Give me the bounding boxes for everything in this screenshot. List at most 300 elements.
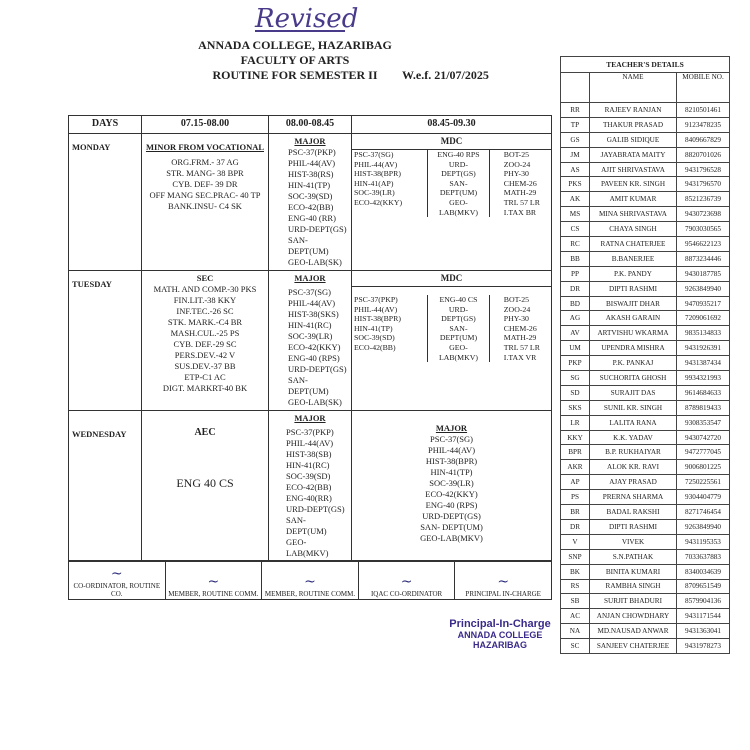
teacher-name: AMIT KUMAR — [590, 192, 677, 207]
course-entry: ORG.FRM.- 37 AG — [171, 157, 239, 167]
teacher-mobile: 9546622123 — [677, 237, 730, 252]
teacher-row — [561, 445, 730, 460]
course-entry: PSC-37(SG) — [430, 434, 473, 444]
teacher-row — [561, 490, 730, 505]
teachers-rows — [561, 103, 730, 654]
teacher-row — [561, 475, 730, 490]
course-entry: SAN- DEPT(UM) — [288, 375, 329, 396]
course-entry: URD- — [448, 304, 468, 314]
teacher-code: MS — [561, 207, 590, 222]
teacher-row — [561, 222, 730, 237]
wednesday-slot2-title: MAJOR — [294, 413, 326, 423]
tuesday-slot3 — [352, 271, 552, 411]
teacher-code: AG — [561, 311, 590, 326]
teacher-code: NA — [561, 624, 590, 639]
course-entry: SOC-39(SD) — [288, 191, 333, 201]
teacher-code: AV — [561, 326, 590, 341]
teacher-row — [561, 564, 730, 579]
monday-slot3 — [352, 134, 552, 271]
teacher-row — [561, 356, 730, 371]
teacher-name: DIPTI RASHMI — [590, 519, 677, 534]
teacher-name: GALIB SIDIQUE — [590, 132, 677, 147]
monday-mdc-col2 — [428, 150, 490, 217]
course-entry: URD-DEPT(GS) — [288, 224, 347, 234]
teacher-mobile: 7033637883 — [677, 549, 730, 564]
course-entry: PSC-37(PKP) — [286, 427, 334, 437]
teacher-name: PAVEEN KR. SINGH — [590, 177, 677, 192]
teacher-row — [561, 117, 730, 132]
teacher-row — [561, 237, 730, 252]
teacher-mobile: 8820701026 — [677, 147, 730, 162]
effective-date: W.e.f. 21/07/2025 — [402, 68, 489, 82]
course-entry: HIST-38(BPR) — [425, 456, 478, 466]
course-entry: ENG-40 RPS — [437, 150, 480, 159]
course-entry: ECO-42(KKY) — [288, 342, 341, 352]
course-entry: SOC-39(LR) — [354, 188, 395, 198]
teacher-mobile: 9614684633 — [677, 385, 730, 400]
course-entry: MATH-29 — [503, 333, 537, 343]
teacher-mobile: 7250225561 — [677, 475, 730, 490]
teacher-row — [561, 460, 730, 475]
teacher-name: MD.NAUSAD ANWAR — [590, 624, 677, 639]
teacher-name: BINITA KUMARI — [590, 564, 677, 579]
teacher-mobile: 9006801225 — [677, 460, 730, 475]
teacher-code: KKY — [561, 430, 590, 445]
routine-title: ROUTINE FOR SEMESTER II — [212, 68, 378, 82]
teacher-mobile: 8271746454 — [677, 505, 730, 520]
course-entry: PSC-37(SG) — [288, 287, 331, 297]
course-entry: PERS.DEV.-42 V — [174, 350, 236, 360]
course-entry: DEPT(UM) — [439, 188, 478, 198]
teacher-row — [561, 281, 730, 296]
teacher-code: BB — [561, 251, 590, 266]
row-monday — [69, 134, 552, 271]
teacher-code: SNP — [561, 549, 590, 564]
teacher-name: ALOK KR. RAVI — [590, 460, 677, 475]
teacher-name: AJAY PRASAD — [590, 475, 677, 490]
teacher-mobile: 9430742720 — [677, 430, 730, 445]
course-entry: BANK.INSU- C4 SK — [168, 201, 242, 211]
course-entry: URD- — [448, 159, 468, 169]
teacher-mobile: 9123478235 — [677, 117, 730, 132]
course-entry: SOC-39(LR) — [429, 478, 474, 488]
monday-slot1-list — [145, 157, 265, 212]
teacher-code: SB — [561, 594, 590, 609]
teacher-mobile: 8409667829 — [677, 132, 730, 147]
course-entry: GEO-LAB(SK) — [288, 397, 342, 407]
monday-slot1-title: MINOR FROM VOCATIONAL — [145, 142, 265, 152]
revised-text: Revised — [255, 4, 359, 34]
course-entry: OFF MANG SEC.PRAC- 40 TP — [149, 190, 261, 200]
teacher-name: BADAL RAKSHI — [590, 505, 677, 520]
course-entry: MATH. AND COMP.-30 PKS — [153, 284, 257, 294]
course-entry: URD-DEPT(GS) — [286, 504, 345, 514]
course-entry: HIST-38(SB) — [286, 449, 332, 459]
teachers-header-code — [561, 73, 590, 103]
tuesday-mdc-col2 — [428, 295, 490, 362]
signature-scribble: ~ — [497, 574, 510, 590]
teacher-row — [561, 147, 730, 162]
teacher-mobile: 9263849940 — [677, 281, 730, 296]
course-entry: ENG-40(RR) — [286, 493, 332, 503]
teacher-row — [561, 519, 730, 534]
day-monday: MONDAY — [69, 134, 142, 271]
teacher-code: SKS — [561, 400, 590, 415]
teacher-mobile: 9263849940 — [677, 519, 730, 534]
course-entry: ENG-40 CS — [439, 295, 478, 304]
teacher-mobile: 8709651549 — [677, 579, 730, 594]
teacher-row — [561, 311, 730, 326]
course-entry: DEPT(GS) — [441, 314, 476, 324]
wednesday-slot2-list — [272, 427, 348, 559]
teacher-name: B.BANERJEE — [590, 251, 677, 266]
teacher-mobile: 9431978273 — [677, 639, 730, 654]
course-entry: CYB. DEF.-29 SC — [173, 339, 237, 349]
teacher-row — [561, 371, 730, 386]
day-tuesday: TUESDAY — [69, 271, 142, 411]
course-entry: ENG-40 (RPS) — [288, 353, 340, 363]
teacher-row — [561, 251, 730, 266]
teacher-code: UM — [561, 341, 590, 356]
course-entry: URD-DEPT(GS) — [422, 511, 481, 521]
signature-label: IQAC CO-ORDINATOR — [370, 590, 443, 598]
course-entry: MATH-29 — [503, 188, 537, 198]
course-entry: PHIL-44(AV) — [354, 159, 398, 169]
teacher-code: AS — [561, 162, 590, 177]
signature-label: PRINCIPAL IN-CHARGE — [465, 590, 541, 598]
course-entry: ECO-42(KKY) — [425, 489, 478, 499]
teacher-row — [561, 326, 730, 341]
teacher-code: DR — [561, 281, 590, 296]
tuesday-slot1 — [142, 271, 269, 411]
course-entry: GEO- — [449, 342, 468, 352]
teacher-mobile: 9431195353 — [677, 534, 730, 549]
course-entry: INF.TEC.-26 SC — [176, 306, 234, 316]
teacher-row — [561, 639, 730, 654]
tuesday-slot1-list — [145, 284, 265, 394]
signature-scribble: ~ — [207, 574, 220, 590]
teacher-code: LR — [561, 415, 590, 430]
teacher-row — [561, 624, 730, 639]
course-entry: PSC-37(PKP) — [354, 295, 398, 304]
course-entry: HIST-38(BPR) — [354, 169, 401, 179]
course-entry: STR. MANG- 38 BPR — [166, 168, 244, 178]
teacher-name: PRERNA SHARMA — [590, 490, 677, 505]
course-entry: LAB(MKV) — [438, 207, 478, 217]
course-entry: CHEM-26 — [503, 178, 537, 188]
teacher-code: SG — [561, 371, 590, 386]
teacher-code: BD — [561, 296, 590, 311]
course-entry: ECO-42(BB) — [288, 202, 334, 212]
tuesday-slot1-title: SEC — [196, 273, 214, 283]
teacher-name: SURJIT BHADURI — [590, 594, 677, 609]
teacher-row — [561, 296, 730, 311]
teacher-code: AP — [561, 475, 590, 490]
tuesday-slot2 — [269, 271, 352, 411]
course-entry: LAB(MKV) — [438, 352, 478, 362]
teacher-mobile: 9430723698 — [677, 207, 730, 222]
teacher-mobile: 8873234446 — [677, 251, 730, 266]
teacher-name: JAYABRATA MAITY — [590, 147, 677, 162]
teacher-row — [561, 594, 730, 609]
day-wednesday: WEDNESDAY — [69, 411, 142, 562]
course-entry: I.TAX VR — [503, 352, 537, 362]
college-name: ANNADA COLLEGE, HAZARIBAG — [198, 38, 392, 52]
teacher-code: RC — [561, 237, 590, 252]
column-header-slot1: 07.15-08.00 — [142, 116, 269, 134]
teacher-code: V — [561, 534, 590, 549]
monday-slot2-list — [272, 147, 348, 268]
teacher-name: P.K. PANKAJ — [590, 356, 677, 371]
teacher-mobile: 9835134833 — [677, 326, 730, 341]
signature-member-2 — [262, 561, 359, 600]
monday-slot1 — [142, 134, 269, 271]
signature-coordinator — [69, 561, 166, 600]
teacher-row — [561, 549, 730, 564]
course-entry: HIST-38(BPR) — [354, 314, 401, 324]
teacher-row — [561, 579, 730, 594]
stamp-line-1: Principal-In-Charge — [449, 618, 551, 630]
course-entry: HIN-41(RC) — [286, 460, 330, 470]
teacher-name: CHAYA SINGH — [590, 222, 677, 237]
teacher-name: SANJEEV CHATERJEE — [590, 639, 677, 654]
course-entry: I.TAX BR — [503, 207, 537, 217]
wednesday-slot3-list — [355, 434, 548, 544]
teacher-code: DR — [561, 519, 590, 534]
wednesday-slot1-title: AEC — [194, 427, 216, 438]
course-entry: HIST-38(RS) — [288, 169, 334, 179]
wednesday-slot3 — [352, 411, 552, 562]
teacher-code: RR — [561, 103, 590, 118]
course-entry: PHY-30 — [503, 314, 529, 324]
course-entry: HIST-38(SKS) — [288, 309, 339, 319]
row-tuesday — [69, 271, 552, 411]
wednesday-slot1-main: ENG 40 CS — [176, 476, 234, 490]
routine-table — [68, 115, 552, 562]
signature-label: CO-ORDINATOR, ROUTINE CO. — [73, 582, 161, 598]
course-entry: CYB. DEF- 39 DR — [172, 179, 238, 189]
course-entry: TRL 57 LR — [503, 197, 540, 207]
teacher-mobile: 9304404779 — [677, 490, 730, 505]
teacher-row — [561, 341, 730, 356]
teacher-code: GS — [561, 132, 590, 147]
course-entry: PHIL-44(AV) — [286, 438, 334, 448]
teacher-row — [561, 400, 730, 415]
teacher-code: TP — [561, 117, 590, 132]
course-entry: CHEM-26 — [503, 323, 537, 333]
course-entry: HIN-41(TP) — [430, 467, 473, 477]
column-header-slot3: 08.45-09.30 — [352, 116, 552, 134]
teacher-code: AKR — [561, 460, 590, 475]
teacher-code: SC — [561, 639, 590, 654]
teacher-code: PP — [561, 266, 590, 281]
column-header-days: DAYS — [69, 116, 142, 134]
teacher-row — [561, 609, 730, 624]
teacher-row — [561, 192, 730, 207]
course-entry: GEO-LAB(SK) — [288, 257, 342, 267]
course-entry: ZOO-24 — [503, 304, 531, 314]
teacher-mobile: 9431171544 — [677, 609, 730, 624]
course-entry: URD-DEPT(GS) — [288, 364, 347, 374]
teacher-name: AJIT SHRIVASTAVA — [590, 162, 677, 177]
teacher-code: PKS — [561, 177, 590, 192]
teacher-name: DIPTI RASHMI — [590, 281, 677, 296]
course-entry: SAN- DEPT(UM) — [288, 235, 329, 256]
teacher-row — [561, 177, 730, 192]
teacher-code: BR — [561, 505, 590, 520]
teacher-row — [561, 266, 730, 281]
teacher-mobile: 7209061692 — [677, 311, 730, 326]
monday-slot3-title: MDC — [352, 134, 551, 150]
teacher-mobile: 9431796570 — [677, 177, 730, 192]
teacher-row — [561, 415, 730, 430]
course-entry: STK. MARK.-C4 BR — [167, 317, 243, 327]
course-entry: MASH.CUL.-25 PS — [170, 328, 240, 338]
tuesday-slot2-title: MAJOR — [294, 273, 326, 283]
teacher-row — [561, 207, 730, 222]
signature-scribble: ~ — [400, 574, 413, 590]
teacher-code: AC — [561, 609, 590, 624]
course-entry: ENG-40 (RR) — [288, 213, 336, 223]
teacher-name: SUNIL KR. SINGH — [590, 400, 677, 415]
teacher-name: K.K. YADAV — [590, 430, 677, 445]
teacher-mobile: 9431387434 — [677, 356, 730, 371]
teacher-mobile: 9472777045 — [677, 445, 730, 460]
monday-mdc-col1 — [352, 150, 428, 217]
revised-handwritten-note — [255, 4, 358, 32]
teachers-details-title: TEACHER'S DETAILS — [560, 56, 730, 72]
course-entry: ENG-40 (RPS) — [425, 500, 478, 510]
teacher-row — [561, 505, 730, 520]
teacher-mobile: 9431363041 — [677, 624, 730, 639]
monday-mdc-col3 — [489, 150, 551, 217]
course-entry: ECO-42(BB) — [286, 482, 332, 492]
course-entry: SOC-39(LR) — [288, 331, 333, 341]
signature-member-1 — [165, 561, 262, 600]
teacher-row — [561, 103, 730, 118]
course-entry: BOT-25 — [503, 295, 530, 304]
teachers-table — [560, 72, 730, 654]
wednesday-slot1 — [142, 411, 269, 562]
teachers-details-panel — [560, 56, 730, 654]
signature-label: MEMBER, ROUTINE COMM. — [168, 590, 259, 598]
course-entry: ECO-42(KKY) — [354, 197, 403, 207]
teacher-name: MINA SHRIVASTAVA — [590, 207, 677, 222]
teacher-name: RAMBHA SINGH — [590, 579, 677, 594]
course-entry: BOT-25 — [503, 150, 530, 159]
teacher-mobile: 8789819433 — [677, 400, 730, 415]
course-entry: SUS.DEV.-37 BB — [174, 361, 236, 371]
course-entry: SAN- DEPT(UM) — [286, 515, 327, 536]
course-entry: ZOO-24 — [503, 159, 531, 169]
teacher-mobile: 9431926391 — [677, 341, 730, 356]
course-entry: PHIL-44(AV) — [354, 304, 398, 314]
document-header — [195, 38, 395, 83]
teacher-name: RAJEEV RANJAN — [590, 103, 677, 118]
teacher-mobile: 9470935217 — [677, 296, 730, 311]
course-entry: PSC-37(PKP) — [288, 147, 336, 157]
course-entry: DEPT(UM) — [439, 333, 478, 343]
course-entry: SOC-39(SD) — [286, 471, 331, 481]
signature-label: MEMBER, ROUTINE COMM. — [264, 590, 356, 598]
monday-slot2-title: MAJOR — [294, 136, 326, 146]
teacher-name: VIVEK — [590, 534, 677, 549]
course-entry: GEO-LAB(MKV) — [420, 533, 483, 543]
teacher-name: BISWAJIT DHAR — [590, 296, 677, 311]
course-entry: DEPT(GS) — [441, 169, 476, 179]
teacher-code: BK — [561, 564, 590, 579]
tuesday-slot2-list — [272, 287, 348, 408]
course-entry: DIGT. MARKRT-40 BK — [162, 383, 248, 393]
teacher-name: SURAJIT DAS — [590, 385, 677, 400]
stamp-line-3: HAZARIBAG — [473, 640, 527, 650]
tuesday-mdc-col3 — [489, 295, 551, 362]
row-wednesday — [69, 411, 552, 562]
course-entry: SAN- DEPT(UM) — [420, 522, 483, 532]
course-entry: GEO-LAB(MKV) — [286, 537, 329, 558]
teacher-row — [561, 534, 730, 549]
course-entry: PSC-37(SG) — [354, 150, 394, 159]
faculty-name: FACULTY OF ARTS — [240, 53, 350, 67]
teacher-code: AK — [561, 192, 590, 207]
tuesday-slot3-title: MDC — [352, 271, 551, 287]
principal-stamp — [440, 618, 560, 650]
teacher-name: SUCHORITA GHOSH — [590, 371, 677, 386]
teacher-name: P.K. PANDY — [590, 266, 677, 281]
signature-scribble: ~ — [110, 566, 123, 582]
course-entry: GEO- — [449, 197, 468, 207]
teacher-name: ARTVISHU WKARMA — [590, 326, 677, 341]
teacher-mobile: 9308353547 — [677, 415, 730, 430]
course-entry: HIN-41(TP) — [354, 323, 393, 333]
teacher-name: RATNA CHATERJEE — [590, 237, 677, 252]
signature-table — [68, 560, 552, 600]
course-entry: PHIL-44(AV) — [288, 158, 336, 168]
course-entry: PHIL-44(AV) — [288, 298, 336, 308]
teacher-mobile: 8579904136 — [677, 594, 730, 609]
teacher-mobile: 9934321993 — [677, 371, 730, 386]
teacher-mobile: 7903030565 — [677, 222, 730, 237]
teacher-mobile: 9431796528 — [677, 162, 730, 177]
course-entry: SAN- — [449, 178, 468, 188]
teacher-name: LALITA RANA — [590, 415, 677, 430]
course-entry: HIN-41(AP) — [354, 178, 394, 188]
teacher-row — [561, 162, 730, 177]
teachers-header-name: NAME — [590, 73, 677, 103]
teacher-row — [561, 385, 730, 400]
teacher-code: JM — [561, 147, 590, 162]
signature-principal — [455, 561, 552, 600]
teacher-code: BPR — [561, 445, 590, 460]
teacher-code: CS — [561, 222, 590, 237]
course-entry: TRL 57 LR — [503, 342, 540, 352]
tuesday-mdc-col1 — [352, 295, 428, 362]
teacher-mobile: 9430187785 — [677, 266, 730, 281]
wednesday-slot3-title: MAJOR — [435, 423, 468, 433]
monday-slot2 — [269, 134, 352, 271]
teacher-row — [561, 132, 730, 147]
teacher-name: B.P. RUKHAIYAR — [590, 445, 677, 460]
stamp-line-2: ANNADA COLLEGE — [457, 630, 543, 640]
course-entry: HIN-41(TP) — [288, 180, 331, 190]
signature-iqac — [358, 561, 455, 600]
teacher-code: SD — [561, 385, 590, 400]
column-header-slot2: 08.00-08.45 — [269, 116, 352, 134]
course-entry: SOC-39(SD) — [354, 333, 395, 343]
course-entry: FIN.LIT.-38 KKY — [173, 295, 237, 305]
course-entry: PHY-30 — [503, 169, 529, 179]
course-entry: HIN-41(RC) — [288, 320, 332, 330]
